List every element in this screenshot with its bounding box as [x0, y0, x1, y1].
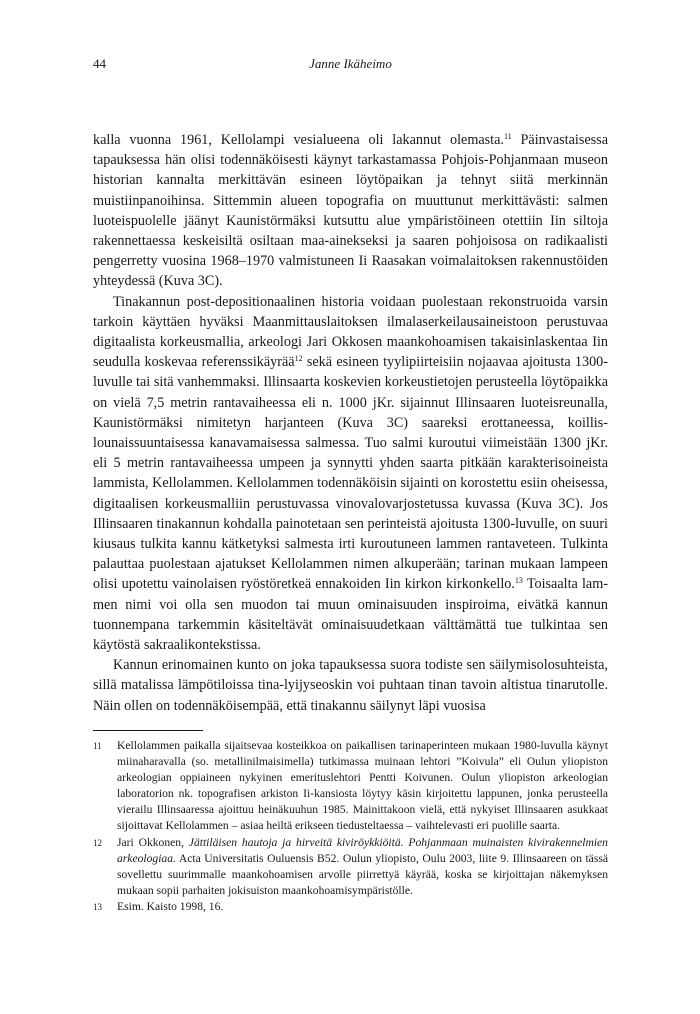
text-run: Jari Okkonen,	[117, 835, 189, 849]
running-head: Janne Ikäheimo	[309, 56, 392, 71]
italic-text: Jättiläisen hautoja ja hirveitä kiviröykkiöitä. Pohjanmaan muinaisten kivirakennelmien arkeologiaa.	[117, 835, 608, 865]
footnotes	[93, 738, 608, 915]
footnote-ref: 13	[514, 576, 523, 586]
text-run: kalla vuonna 1961, Kellolampi vesialueena oli lakannut olemasta.	[93, 132, 504, 148]
footnote-ref: 12	[294, 354, 303, 364]
footnote-rule	[93, 730, 203, 731]
paragraph	[93, 292, 608, 656]
text-run: sekä esineen tyylipiirteisiin nojaavaa ajoitusta 1300-luvulle tai sitä vanhemmaksi. Illinsaarta koskevien korkeustietojen perusteella löytöpaikka on vielä 7,5 metrin rantavaiheessa eli n. 1000 jKr. sijainnut Illinsaaren luoteisreunalla, Kaunistörmäksi nimitetyn harjanteen (Kuva 3C) saareksi erottaneessa, koillis-lounaissuuntaisessa kanavamaisessa salmessa. Tuo salmi kuroutui viimeistään 1300 jKr. eli 5 metrin rantavaiheessa umpeen ja synnytti yhden saarta pitkään karakterisoineista lammista, Kellolammen. Kellolammen todennäköisin sijainti on korostettu esiin oheisessa, digitaalisen korkeusmalliin perustuvassa vinovalovarjostetussa kuvassa (Kuva 3C). Jos Illinsaaren tinakannun kohdalla painotetaan sen perinteistä ajoitusta 1300-luvulle, on suuri kiusaus tulkita kannu kätketyksi salmesta irti kuroutuneen lammen rantaveteen. Tulkinta palauttaa puolestaan ajatukset Kellolammen nimen alkuperään; tarinan mukaan lampeen olisi upotettu vainolaisen ryöstöretkeä ennakoiden Iin kirkon kirkonkello.	[93, 354, 608, 593]
footnote-number: 12	[93, 837, 102, 848]
footnote	[93, 899, 608, 915]
text-run: Toisaalta lammen nimi voi olla sen muodon tai muun ominaisuuden inspiroima, eivätkä kannun tuonnempana tarkemmin käsiteltävät ominaisuudetkaan välttämättä tue tulkintaa sen käytöstä sakraalikontekstissa.	[93, 576, 608, 654]
paragraph	[93, 655, 608, 716]
page-number: 44	[93, 56, 106, 71]
footnote-number: 13	[93, 901, 102, 912]
page-header	[93, 56, 608, 74]
text-run: Kannun erinomainen kunto on joka tapauksessa suora todiste sen säilymisolosuhteista, sillä matalissa lämpötiloissa tina-lyijyseoskin voi puhtaan tinan tavoin altistua tinarutolle. Näin ollen on todennäköisempää, että tinakannu säilynyt läpi vuosisa	[93, 657, 608, 714]
paragraph	[93, 130, 608, 292]
text-run: Kellolammen paikalla sijaitsevaa kosteikkoa on paikallisen tarinaperinteen mukaan 1980-luvulla käynyt miinaharavalla (so. metallinilmaisimella) tutkimassa muinaan lehtori ”Koivula” eli Oulun yliopiston arkeologian oppiaineen nykyinen emerituslehtori Pentti Koivunen. Oulun yliopiston arkeologian laboratorion nk. topografisen arkiston Ii-kansiosta löytyy käsin kirjoitettu lappunen, jonka perusteella vierailu Illinsaaressa ajoittuu heinäkuuhun 1985. Mainittakoon vielä, että nykyiset Illinsaaren asukkaat sijoittavat Kellolammen – asiaa heiltä erikseen tiedusteltaessa – vaihtelevasti eri puolille saarta.	[117, 739, 608, 833]
footnote	[93, 738, 608, 835]
footnote-ref: 11	[503, 132, 512, 141]
text-run: Esim. Kaisto 1998, 16.	[117, 899, 224, 913]
text-run: Tinakannun post-depositionaalinen historia voidaan puolestaan rekonstruoida varsin tarkoin käyttäen hyväksi Maanmittauslaitoksen ilmalaserkeilausaineistoon perustuvaa digitaalista korkeusmallia, arkeologi Jari Okkosen maankohoamisen takaisinlaskentaa Iin seudulla koskevaa referenssikäyrää	[93, 293, 608, 371]
footnote	[93, 835, 608, 899]
text-run: Acta Universitatis Ouluensis B52. Oulun yliopisto, Oulu 2003, liite 9. Illinsaareen on tässä sovellettu suurimmalle maankohoamisen arvolle piirrettyä käyrää, koska se kirjoittajan näkemyksen mukaan sopii parhaiten jokisuiston maankohoamisympäristölle.	[117, 851, 608, 897]
footnote-number: 11	[93, 741, 102, 751]
body-text	[93, 130, 608, 716]
text-run: Päinvastaisessa tapauksessa hän olisi todennäköisesti käynyt tarkastamassa Pohjois-Pohjanmaan museon historian kannalta merkittävän esineen löytöpaikan ja tehnyt siitä merkinnän muistiinpanoihinsa. Sittemmin alueen topografia on muuttunut merkittävästi: salmen luoteispuolelle jäänyt Kaunistörmäksi kutsuttu alue ympäristöineen otettiin Iin siltoja rakennettaessa keskeisiltä osiltaan maa-ainekseksi ja saaren pohjoisosa on radikaalisti pengerretty vuosina 1968–1970 valmistuneen Ii Raasakan voimalaitoksen rakennustöiden yhteydessä (Kuva 3C).	[93, 132, 608, 290]
